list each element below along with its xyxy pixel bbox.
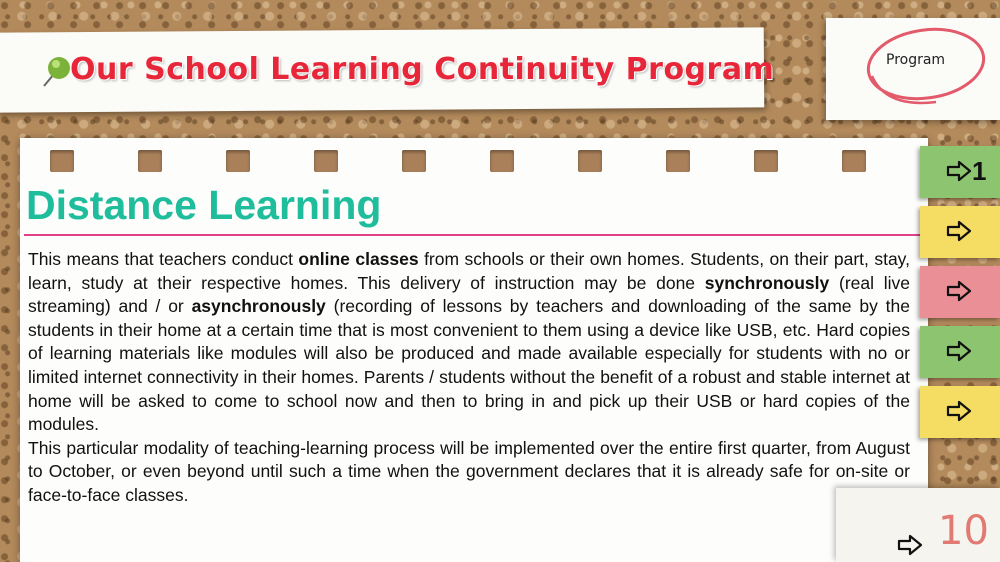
binder-hole	[578, 150, 602, 172]
binder-hole	[138, 150, 162, 172]
binder-hole	[666, 150, 690, 172]
tab-1[interactable]	[920, 146, 1000, 198]
arrow-right-icon	[946, 400, 972, 422]
body-text	[28, 248, 910, 508]
scribble-circle-icon	[826, 18, 1000, 120]
binder-hole	[402, 150, 426, 172]
program-note	[826, 18, 1000, 120]
binder-hole	[842, 150, 866, 172]
tab-number: 1	[972, 156, 987, 186]
paragraph-2: This particular modality of teaching-learning process will be implemented over the entire first quarter, from August to October, or even beyond until such a time when the government declares that it is already safe for on-site or face-to-face classes.	[28, 437, 910, 505]
arrow-right-icon	[946, 220, 972, 242]
slide-number: 10	[938, 508, 989, 554]
heading-divider	[24, 234, 928, 236]
binder-hole	[50, 150, 74, 172]
binder-hole	[490, 150, 514, 172]
tab-3[interactable]	[920, 266, 1000, 318]
binder-hole	[314, 150, 338, 172]
next-arrow-icon[interactable]	[897, 534, 923, 556]
tab-5[interactable]	[920, 386, 1000, 438]
tab-4[interactable]	[920, 326, 1000, 378]
program-tag[interactable]: Program	[886, 52, 946, 68]
paragraph-1: This means that teachers conduct online classes from schools or their own homes. Students, on their part, stay, learn, study at their respective homes. This delivery of instruction may be done synchronously (real live streaming) and / or asynchronously (recording of lessons by teachers and downloading of the same by the students in their home at a certain time that is most convenient to them using a device like USB, etc. Hard copies of learning materials like modules will also be produced and made available especially for students with no or limited internet connectivity in their homes. Parents / students without the benefit of a robust and stable internet at home will be asked to come to school now and then to bring in and pick up their USB or hard copies of the modules.	[28, 249, 910, 435]
section-heading: Distance Learning	[26, 182, 382, 228]
arrow-right-icon	[946, 340, 972, 362]
binder-hole	[226, 150, 250, 172]
arrow-right-icon	[946, 280, 972, 302]
binder-hole	[754, 150, 778, 172]
arrow-right-icon	[946, 160, 972, 182]
tab-2[interactable]	[920, 206, 1000, 258]
page-title: Our School Learning Continuity Program	[70, 52, 775, 87]
